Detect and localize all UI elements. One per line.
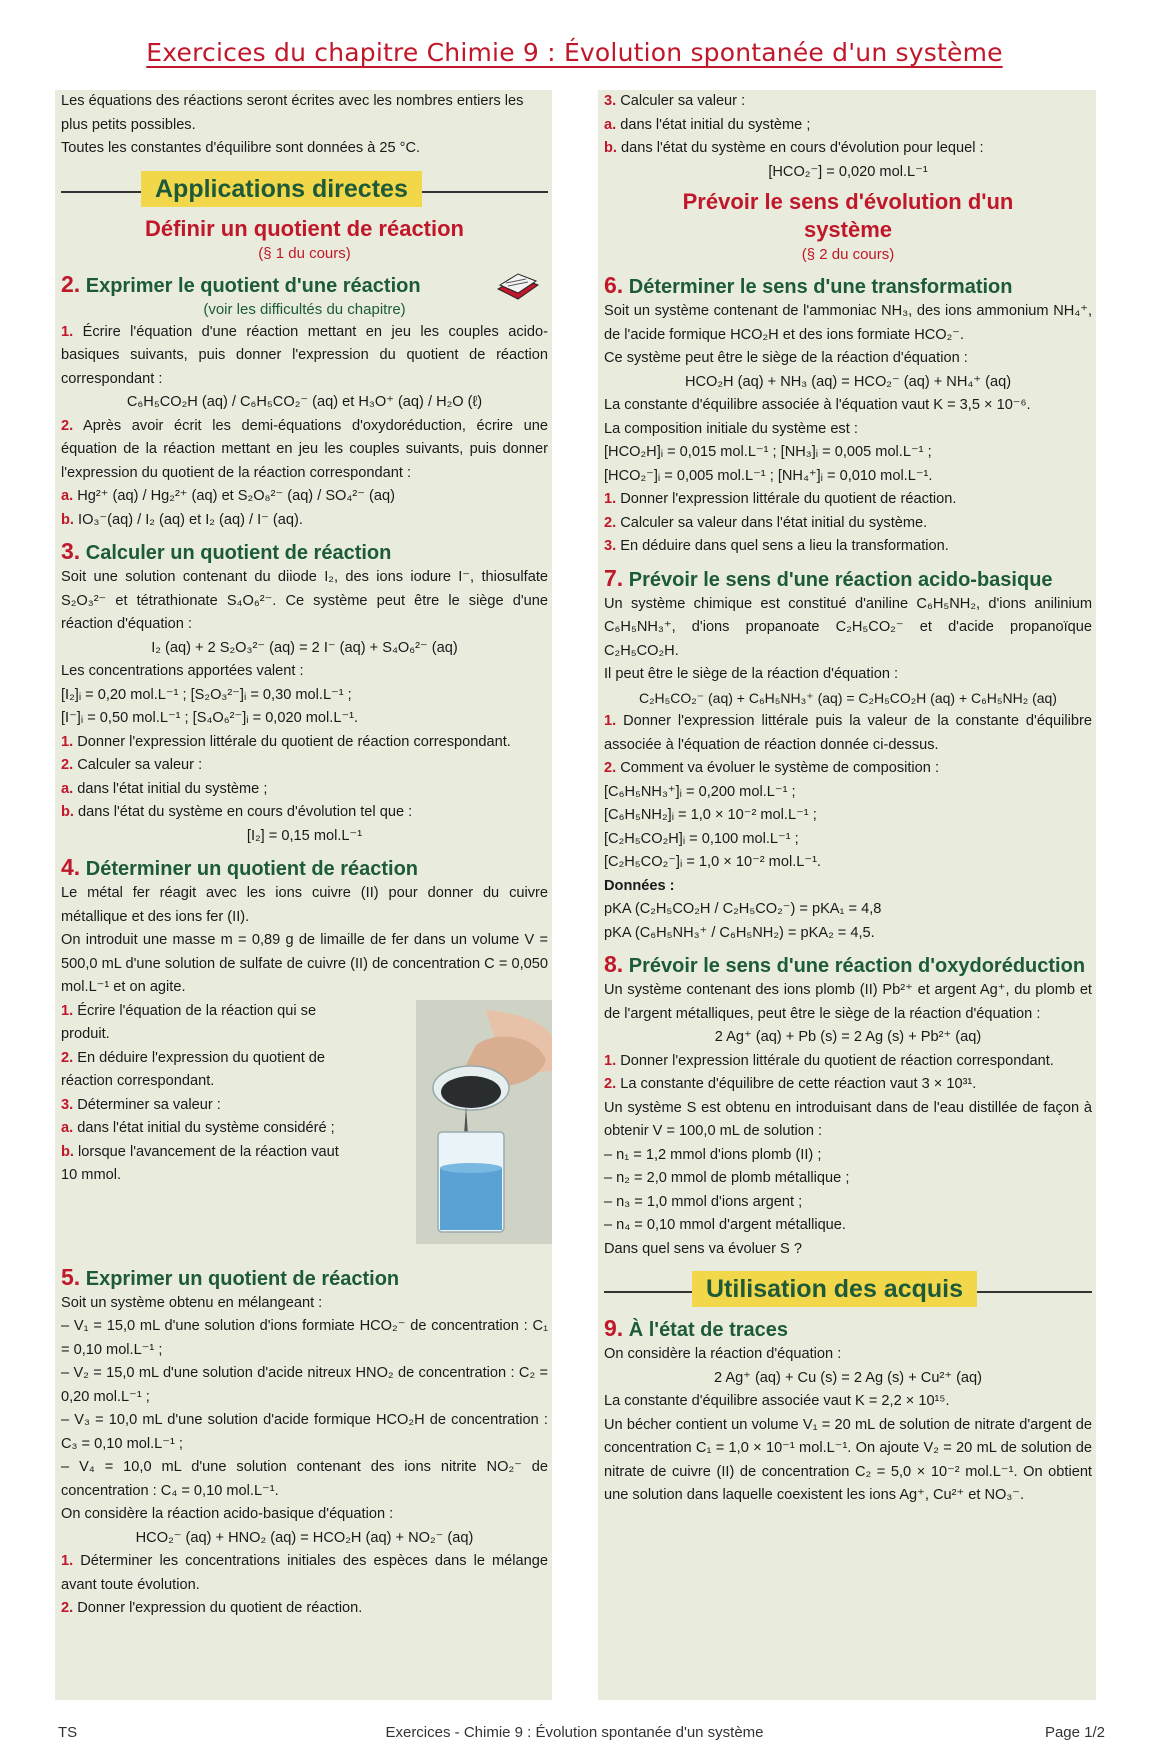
ex8-item-4: – n₄ = 0,10 mmol d'argent métallique.	[604, 1217, 846, 1233]
ex7-q2: 2. Comment va évoluer le système de composition :	[604, 760, 940, 776]
ex5-q3a: a. dans l'état initial du système ;	[604, 116, 811, 133]
ex5-title: 5. Exprimer un quotient de réaction	[61, 1263, 400, 1290]
ex6-q1: 1. Donner l'expression littérale du quotient de réaction.	[604, 491, 957, 507]
ex5-text: Soit un système obtenu en mélangeant :	[61, 1294, 323, 1311]
ex7-comp-3: [C₂H₅CO₂H]ᵢ = 0,100 mol.L⁻¹ ;	[604, 830, 799, 847]
banner-acquis-label: Utilisation des acquis	[692, 1271, 977, 1307]
ex8-item-3: – n₃ = 1,0 mmol d'ions argent ;	[604, 1193, 803, 1210]
ex7-donnee-1: pKA (C₂H₅CO₂H / C₂H₅CO₂⁻) = pKA₁ = 4,8	[604, 901, 882, 917]
ex8-text-2: Un système S est obtenu en introduisant dans de l'eau distillée de façon à obtenir V = 100,0 mL de solution :	[604, 1099, 1092, 1139]
right-column	[598, 90, 1096, 1700]
ex3-title: 3. Calculer un quotient de réaction	[61, 538, 392, 564]
intro-line-2: Toutes les constantes d'équilibre sont données à 25 °C.	[61, 140, 421, 156]
ex7-title: 7. Prévoir le sens d'une réaction acido-basique	[604, 564, 1053, 591]
ex2-q2b: b. IO₃⁻(aq) / I₂ (aq) et I₂ (aq) / I⁻ (aq).	[61, 511, 303, 528]
ex3-q2a: a. dans l'état initial du système ;	[61, 780, 268, 797]
section1-ref: (§ 1 du cours)	[258, 244, 351, 262]
ex3-conc-intro: Les concentrations apportées valent :	[61, 663, 304, 679]
ex6-comp: La composition initiale du système est :	[604, 420, 858, 437]
ex8-item-1: – n₁ = 1,2 mmol d'ions plomb (II) ;	[604, 1146, 822, 1163]
ex9-title: 9. À l'état de traces	[604, 1315, 789, 1341]
book-icon	[496, 271, 540, 301]
ex7-text: Un système chimique est constitué d'aniline C₆H₅NH₂, d'ions anilinium C₆H₅NH₃⁺, d'ions propanoate C₂H₅CO₂⁻ et d'acide propanoïque C₂H₅CO₂H.	[604, 595, 1092, 659]
ex5-item-4: – V₄ = 10,0 mL d'une solution contenant des ions nitrite NO₂⁻ de concentration : C₄ = 0,10 mol.L⁻¹.	[61, 1459, 548, 1499]
ex9-eq-intro: On considère la réaction d'équation :	[604, 1346, 842, 1362]
banner-applications-label: Applications directes	[141, 171, 422, 207]
ex2-q2a: a. Hg²⁺ (aq) / Hg₂²⁺ (aq) et S₂O₈²⁻ (aq) / SO₄²⁻ (aq)	[61, 488, 395, 504]
ex4-q2: 2. En déduire l'expression du quotient de réaction correspondant.	[61, 1049, 326, 1089]
ex8-q1: 1. Donner l'expression littérale du quotient de réaction correspondant.	[604, 1052, 1054, 1069]
ex2-q1: 1. Écrire l'équation d'une réaction mettant en jeu les couples acido-basiques suivants, puis donner l'expression du quotient de réaction correspondant :	[61, 323, 548, 387]
beaker-photo	[416, 1000, 552, 1244]
section1-title: Définir un quotient de réaction	[144, 215, 464, 241]
ex4-text-2: On introduit une masse m = 0,89 g de limaille de fer dans un volume V = 500,0 mL d'une solution de sulfate de cuivre (II) de concentration C = 0,050 mol.L⁻¹ et on agite.	[61, 932, 548, 995]
ex3-q1: 1. Donner l'expression littérale du quotient de réaction correspondant.	[61, 733, 511, 750]
ex7-equation: C₂H₅CO₂⁻ (aq) + C₆H₅NH₃⁺ (aq) = C₂H₅CO₂H (aq) + C₆H₅NH₂ (aq)	[639, 689, 1057, 706]
intro-line-1: Les équations des réactions seront écrites avec les nombres entiers les plus petits possibles.	[61, 93, 524, 133]
ex6-equation: HCO₂H (aq) + NH₃ (aq) = HCO₂⁻ (aq) + NH₄⁺ (aq)	[684, 373, 1012, 390]
ex3-q2b-value: [I₂] = 0,15 mol.L⁻¹	[246, 827, 363, 844]
ex3-q2b: b. dans l'état du système en cours d'évolution tel que :	[61, 804, 413, 820]
ex6-text: Soit un système contenant de l'ammoniac NH₃, des ions ammonium NH₄⁺, de l'acide formique HCO₂H et des ions formiate HCO₂⁻.	[604, 303, 1092, 343]
ex3-conc-2: [I⁻]ᵢ = 0,50 mol.L⁻¹ ; [S₄O₆²⁻]ᵢ = 0,020 mol.L⁻¹.	[61, 710, 359, 726]
ex8-title: 8. Prévoir le sens d'une réaction d'oxydoréduction	[604, 951, 1086, 977]
ex9-k: La constante d'équilibre associée vaut K = 2,2 × 10¹⁵.	[604, 1393, 950, 1409]
ex4-text-1: Le métal fer réagit avec les ions cuivre (II) pour donner du cuivre métallique et des ions fer (II).	[61, 885, 548, 925]
ex5-q3b-value: [HCO₂⁻] = 0,020 mol.L⁻¹	[768, 163, 928, 180]
ex3-q2: 2. Calculer sa valeur :	[61, 757, 203, 773]
ex8-q2: 2. La constante d'équilibre de cette réaction vaut 3 × 10³¹.	[604, 1076, 977, 1092]
ex5-item-3: – V₃ = 10,0 mL d'une solution d'acide formique HCO₂H de concentration : C₃ = 0,10 mol.L⁻¹ ;	[61, 1412, 548, 1452]
page-title: Exercices du chapitre Chimie 9 : Évolution spontanée d'un système	[146, 38, 1003, 67]
ex4-q3a: a. dans l'état initial du système considéré ;	[61, 1120, 335, 1136]
ex8-question: Dans quel sens va évoluer S ?	[604, 1240, 802, 1257]
ex4-questions	[61, 1000, 548, 1258]
ex6-eq-intro: Ce système peut être le siège de la réaction d'équation :	[604, 350, 968, 366]
ex2-q2: 2. Après avoir écrit les demi-équations d'oxydoréduction, écrire une équation de la réaction mettant en jeu les couples suivants, puis donner l'expression du quotient de la réaction correspondant :	[61, 417, 549, 481]
ex7-donnee-2: pKA (C₆H₅NH₃⁺ / C₆H₅NH₂) = pKA₂ = 4,5.	[604, 924, 875, 941]
ex7-eq-intro: Il peut être le siège de la réaction d'équation :	[604, 666, 899, 682]
ex6-comp-2: [HCO₂⁻]ᵢ = 0,005 mol.L⁻¹ ; [NH₄⁺]ᵢ = 0,010 mol.L⁻¹.	[604, 467, 933, 484]
ex6-k: La constante d'équilibre associée à l'équation vaut K = 3,5 × 10⁻⁶.	[604, 397, 1031, 413]
ex4-q3: 3. Déterminer sa valeur :	[61, 1096, 221, 1113]
ex2-title: 2. Exprimer le quotient d'une réaction	[61, 270, 421, 297]
left-column	[55, 90, 552, 1700]
ex5-q3b: b. dans l'état du système en cours d'évolution pour lequel :	[604, 140, 984, 156]
ex4-q3b: b. lorsque l'avancement de la réaction vaut 10 mmol.	[61, 1143, 339, 1183]
ex8-text: Un système contenant des ions plomb (II) Pb²⁺ et argent Ag⁺, du plomb et de l'argent métalliques, peut être le siège de la réaction d'équation :	[604, 982, 1092, 1022]
ex6-title: 6. Déterminer le sens d'une transformation	[604, 272, 1013, 298]
ex8-equation: 2 Ag⁺ (aq) + Pb (s) = 2 Ag (s) + Pb²⁺ (aq)	[714, 1029, 982, 1045]
ex5-q1: 1. Déterminer les concentrations initiales des espèces dans le mélange avant toute évolution.	[61, 1553, 548, 1593]
ex3-conc-1: [I₂]ᵢ = 0,20 mol.L⁻¹ ; [S₂O₃²⁻]ᵢ = 0,30 mol.L⁻¹ ;	[61, 686, 352, 703]
ex7-comp-2: [C₆H₅NH₂]ᵢ = 1,0 × 10⁻² mol.L⁻¹ ;	[604, 807, 817, 823]
ex5-q3: 3. Calculer sa valeur :	[604, 93, 746, 109]
ex9-text: Un bécher contient un volume V₁ = 20 mL de solution de nitrate d'argent de concentration C₁ = 1,0 × 10⁻¹ mol.L⁻¹. On ajoute V₂ = 20 mL de solution de nitrate de cuivre (II) de concentration C₂ = 5,0 × 10⁻² mol.L⁻¹. On obtient une solution dans laquelle coexistent les ions Ag⁺, Cu²⁺ et NO₃⁻.	[604, 1416, 1092, 1503]
ex6-q3: 3. En déduire dans quel sens a lieu la transformation.	[604, 538, 949, 554]
footer-page-number: Page 1/2	[1044, 1724, 1105, 1741]
section2-ref: (§ 2 du cours)	[801, 246, 895, 263]
ex2-q1-couples: C₆H₅CO₂H (aq) / C₆H₅CO₂⁻ (aq) et H₃O⁺ (aq) / H₂O (ℓ)	[126, 394, 483, 410]
ex5-item-1: – V₁ = 15,0 mL d'une solution d'ions formiate HCO₂⁻ de concentration : C₁ = 0,10 mol.L⁻¹ ;	[61, 1318, 548, 1358]
banner-applications	[61, 169, 548, 209]
ex5-item-2: – V₂ = 15,0 mL d'une solution d'acide nitreux HNO₂ de concentration : C₂ = 0,20 mol.L⁻¹ ;	[61, 1365, 548, 1405]
ex6-comp-1: [HCO₂H]ᵢ = 0,015 mol.L⁻¹ ; [NH₃]ᵢ = 0,005 mol.L⁻¹ ;	[604, 444, 932, 460]
exercise-2	[61, 271, 548, 299]
ex5-equation: HCO₂⁻ (aq) + HNO₂ (aq) = HCO₂H (aq) + NO₂⁻ (aq)	[135, 1529, 474, 1546]
ex7-comp-1: [C₆H₅NH₃⁺]ᵢ = 0,200 mol.L⁻¹ ;	[604, 783, 796, 800]
ex7-q1: 1. Donner l'expression littérale puis la valeur de la constante d'équilibre associée à l'équation de réaction donnée ci-dessus.	[604, 713, 1092, 753]
section2-title: Prévoir le sens d'évolution d'un système	[682, 189, 1014, 242]
ex4-title: 4. Déterminer un quotient de réaction	[61, 854, 419, 880]
ex5-eq-intro: On considère la réaction acido-basique d'équation :	[61, 1506, 394, 1522]
ex5-q2: 2. Donner l'expression du quotient de réaction.	[61, 1600, 363, 1616]
ex3-equation: I₂ (aq) + 2 S₂O₃²⁻ (aq) = 2 I⁻ (aq) + S₄O₆²⁻ (aq)	[151, 639, 458, 656]
footer-center: Exercices - Chimie 9 : Évolution spontanée d'un système	[385, 1724, 764, 1741]
ex6-q2: 2. Calculer sa valeur dans l'état initial du système.	[604, 514, 928, 531]
footer-left: TS	[58, 1724, 78, 1741]
ex7-comp-4: [C₂H₅CO₂⁻]ᵢ = 1,0 × 10⁻² mol.L⁻¹.	[604, 854, 821, 870]
ex8-item-2: – n₂ = 2,0 mmol de plomb métallique ;	[604, 1170, 850, 1186]
banner-acquis	[604, 1269, 1092, 1309]
ex2-subtitle: (voir les difficultés du chapitre)	[203, 300, 406, 318]
ex9-equation: 2 Ag⁺ (aq) + Cu (s) = 2 Ag (s) + Cu²⁺ (aq)	[713, 1369, 983, 1386]
ex4-q1: 1. Écrire l'équation de la réaction qui se produit.	[61, 1002, 317, 1042]
ex7-donnees: Données :	[604, 877, 675, 894]
ex3-text: Soit une solution contenant du diiode I₂, des ions iodure I⁻, thiosulfate S₂O₃²⁻ et tétrathionate S₄O₆²⁻. Ce système peut être le siège d'une réaction d'équation :	[61, 569, 548, 632]
